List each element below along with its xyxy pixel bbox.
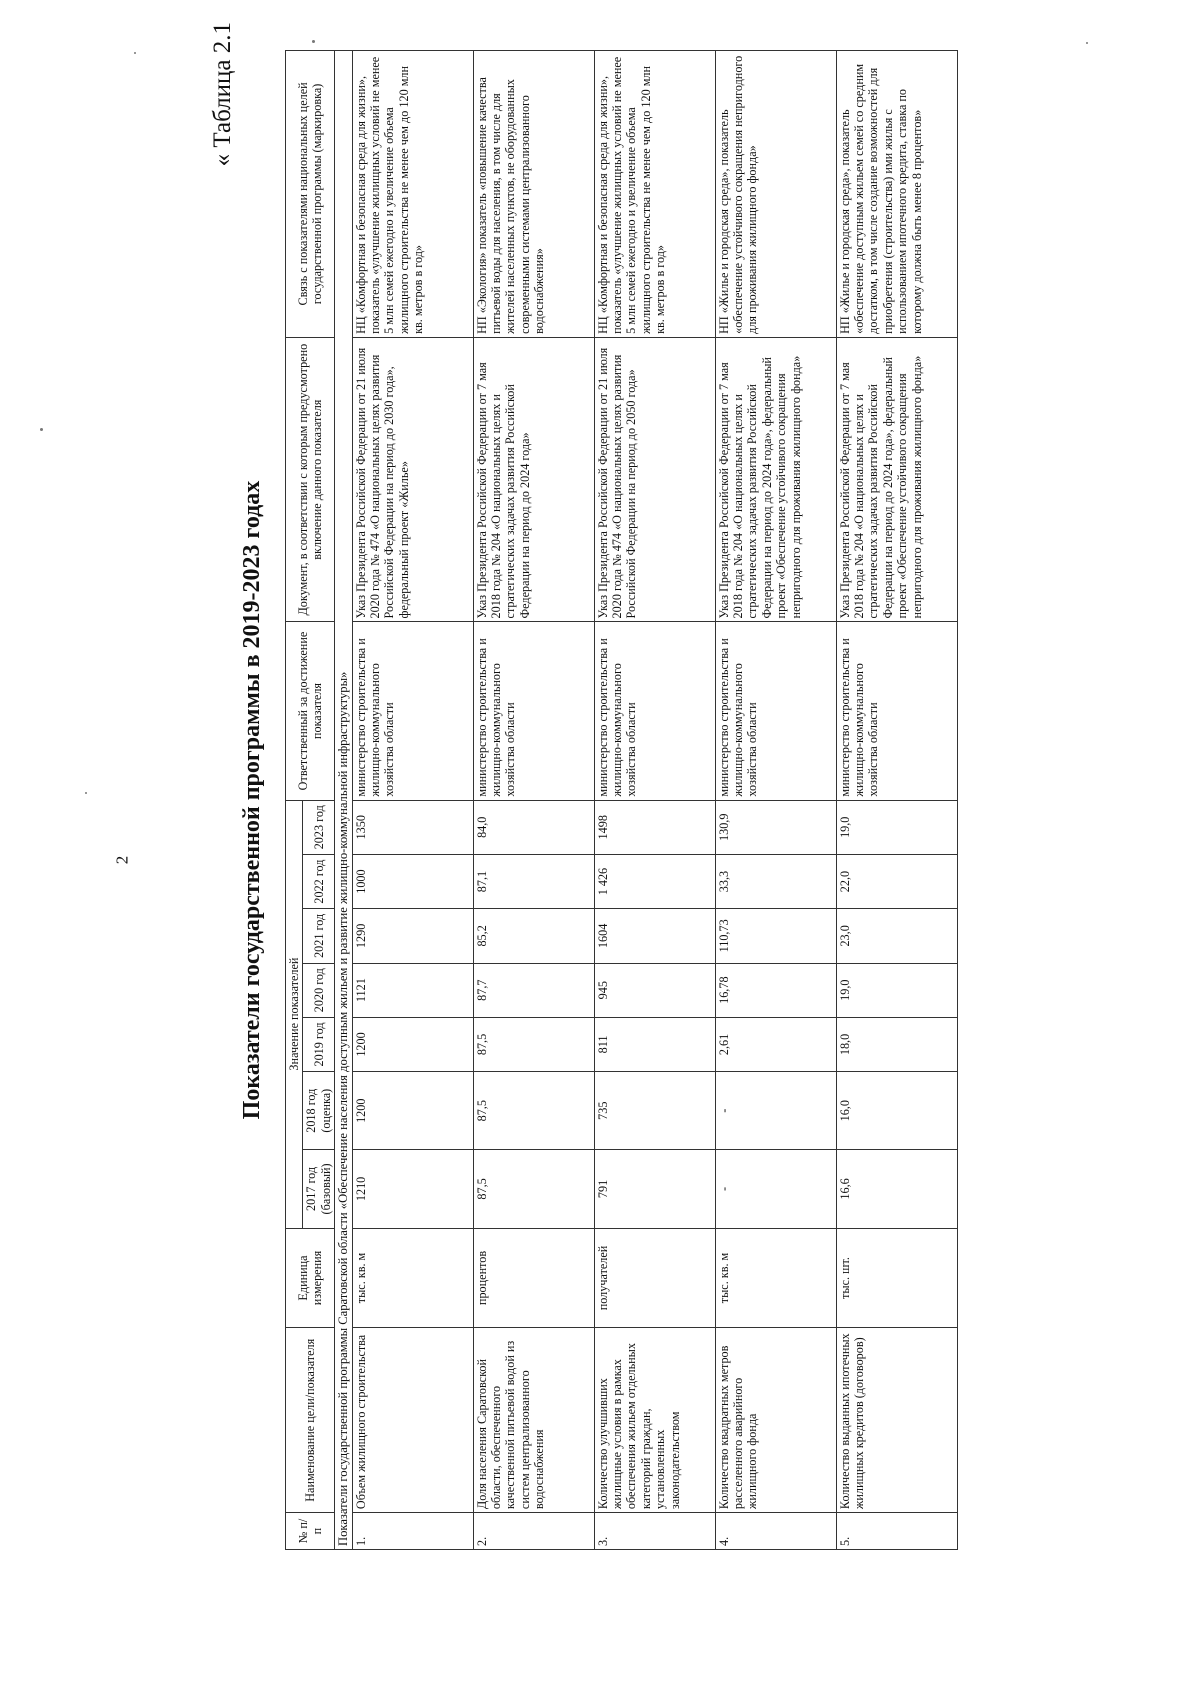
row-value: 1200	[352, 1072, 473, 1150]
header-year: 2020 год	[303, 963, 335, 1017]
row-link: НЦ «Комфортная и безопасная среда для жизни», показатель «улучшение жилищных условий не менее 5 млн семей ежегодно и увеличение объема жилищного строительства не менее чем до 120 млн кв. метров в год»	[352, 51, 473, 338]
page-number: 2	[112, 855, 132, 865]
document-title: Показатели государственной программы в 2019-2023 годах	[239, 480, 265, 1120]
section-row	[335, 51, 352, 1550]
table-row	[594, 51, 715, 1550]
header-year: 2022 год	[303, 854, 335, 908]
row-unit: получателей	[594, 1228, 715, 1328]
row-document: Указ Президента Российской Федерации от 21 июля 2020 года № 474 «О национальных целях развития Российской Федерации на период до 2050 года»	[594, 337, 715, 622]
scan-speck	[1086, 42, 1088, 44]
table-row	[836, 51, 957, 1550]
row-responsible: министерство строительства и жилищно-коммунального хозяйства области	[715, 622, 836, 800]
row-value: -	[715, 1150, 836, 1228]
row-link: НП «Жилье и городская среда», показатель «обеспечение устойчивого сокращения непригодного для проживания жилищного фонда»	[715, 51, 836, 338]
row-value: 791	[594, 1150, 715, 1228]
row-responsible: министерство строительства и жилищно-коммунального хозяйства области	[594, 622, 715, 800]
table-row	[473, 51, 594, 1550]
row-value: 87,7	[473, 963, 594, 1017]
header-year: 2019 год	[303, 1017, 335, 1071]
header-year: 2021 год	[303, 909, 335, 963]
header-document: Документ, в соответствии с которым предусмотрено включение данного показателя	[286, 337, 335, 622]
row-name: Количество выданных ипотечных жилищных кредитов (договоров)	[836, 1328, 957, 1513]
row-name: Доля населения Саратовской области, обеспеченного качественной питьевой водой из систем централизованного водоснабжения	[473, 1328, 594, 1513]
row-name: Объем жилищного строительства	[352, 1328, 473, 1513]
scan-speck	[312, 40, 315, 43]
row-value: 735	[594, 1072, 715, 1150]
row-value: 130,9	[715, 800, 836, 854]
section-title: Показатели государственной программы Саратовской области «Обеспечение населения доступным жильем и развитие жилищно-коммунальной инфраструктуры»	[335, 51, 352, 1550]
header-year: 2017 год (базовый)	[303, 1150, 335, 1228]
row-value: 1000	[352, 854, 473, 908]
row-value: 1 426	[594, 854, 715, 908]
header-year: 2018 год (оценка)	[303, 1072, 335, 1150]
header-responsible: Ответственный за достижение показателя	[286, 622, 335, 800]
row-value: 87,5	[473, 1072, 594, 1150]
row-unit: тыс. кв. м	[352, 1228, 473, 1328]
row-responsible: министерство строительства и жилищно-коммунального хозяйства области	[352, 622, 473, 800]
row-unit: тыс. шт.	[836, 1228, 957, 1328]
header-row-top	[286, 51, 303, 1550]
row-name: Количество улучшивших жилищные условия в рамках обеспечения жильем отдельных категорий граждан, установленных законодательством	[594, 1328, 715, 1513]
row-value: 1290	[352, 909, 473, 963]
row-value: -	[715, 1072, 836, 1150]
indicators-table	[285, 50, 958, 1550]
table-row	[715, 51, 836, 1550]
row-unit: процентов	[473, 1228, 594, 1328]
row-responsible: министерство строительства и жилищно-коммунального хозяйства области	[836, 622, 957, 800]
row-value: 1604	[594, 909, 715, 963]
header-unit: Единица измерения	[286, 1228, 335, 1328]
row-num: 3.	[594, 1513, 715, 1550]
row-document: Указ Президента Российской Федерации от 7 мая 2018 года № 204 «О национальных целях и стратегических задачах развития Российской Федерации на период до 2024 года», федеральный проект «Обеспечение устойчивого сокращения непригодного для проживания жилищного фонда»	[836, 337, 957, 622]
row-value: 16,0	[836, 1072, 957, 1150]
row-value: 1498	[594, 800, 715, 854]
row-value: 811	[594, 1017, 715, 1071]
row-responsible: министерство строительства и жилищно-коммунального хозяйства области	[473, 622, 594, 800]
row-num: 1.	[352, 1513, 473, 1550]
header-year: 2023 год	[303, 800, 335, 854]
row-value: 1210	[352, 1150, 473, 1228]
row-name: Количество квадратных метров расселенного аварийного жилищного фонда	[715, 1328, 836, 1513]
row-value: 18,0	[836, 1017, 957, 1071]
row-num: 2.	[473, 1513, 594, 1550]
rotated-sheet	[195, 22, 1175, 1570]
row-value: 945	[594, 963, 715, 1017]
row-value: 84,0	[473, 800, 594, 854]
row-value: 23,0	[836, 909, 957, 963]
row-unit: тыс. кв. м	[715, 1228, 836, 1328]
row-value: 2,61	[715, 1017, 836, 1071]
row-value: 110,73	[715, 909, 836, 963]
row-value: 85,2	[473, 909, 594, 963]
header-num: № п/п	[286, 1513, 335, 1550]
scan-speck	[85, 792, 87, 794]
row-document: Указ Президента Российской Федерации от 21 июля 2020 года № 474 «О национальных целях развития Российской Федерации на период до 2030 года», федеральный проект «Жилье»	[352, 337, 473, 622]
row-link: НЦ «Комфортная и безопасная среда для жизни», показатель «улучшение жилищных условий не менее 5 млн семей ежегодно и увеличение объема жилищного строительства не менее чем до 120 млн кв. метров в год»	[594, 51, 715, 338]
row-value: 87,5	[473, 1017, 594, 1071]
row-value: 19,0	[836, 800, 957, 854]
row-value: 22,0	[836, 854, 957, 908]
scan-speck	[40, 428, 43, 431]
row-value: 87,1	[473, 854, 594, 908]
row-document: Указ Президента Российской Федерации от 7 мая 2018 года № 204 «О национальных целях и стратегических задачах развития Российской Федерации на период до 2024 года»	[473, 337, 594, 622]
row-value: 33,3	[715, 854, 836, 908]
header-link: Связь с показателями национальных целей государственной программы (маркировка)	[286, 51, 335, 338]
row-value: 16,6	[836, 1150, 957, 1228]
row-link: НП «Жилье и городская среда», показатель «обеспечение доступным жильем семей со средним достатком, в том числе создание возможностей для приобретения (строительства) ими жилья с использованием ипотечного кредита, ставка по которому должна быть менее 8 процентов»	[836, 51, 957, 338]
header-values-group: Значение показателей	[286, 800, 303, 1228]
table-label: « Таблица 2.1	[209, 22, 236, 167]
table-row	[352, 51, 473, 1550]
row-value: 1350	[352, 800, 473, 854]
row-value: 19,0	[836, 963, 957, 1017]
header-name: Наименование цели/показателя	[286, 1328, 335, 1513]
row-value: 1200	[352, 1017, 473, 1071]
row-value: 1121	[352, 963, 473, 1017]
row-value: 16,78	[715, 963, 836, 1017]
row-value: 87,5	[473, 1150, 594, 1228]
row-document: Указ Президента Российской Федерации от 7 мая 2018 года № 204 «О национальных целях и стратегических задачах развития Российской Федерации на период до 2024 года», федеральный проект «Обеспечение устойчивого сокращения непригодного для проживания жилищного фонда»	[715, 337, 836, 622]
row-link: НП «Экология» показатель «повышение качества питьевой воды для населения, в том числе для жителей населенных пунктов, не оборудованных современными системами централизованного водоснабжения»	[473, 51, 594, 338]
row-num: 4.	[715, 1513, 836, 1550]
row-num: 5.	[836, 1513, 957, 1550]
scan-speck	[134, 52, 136, 54]
